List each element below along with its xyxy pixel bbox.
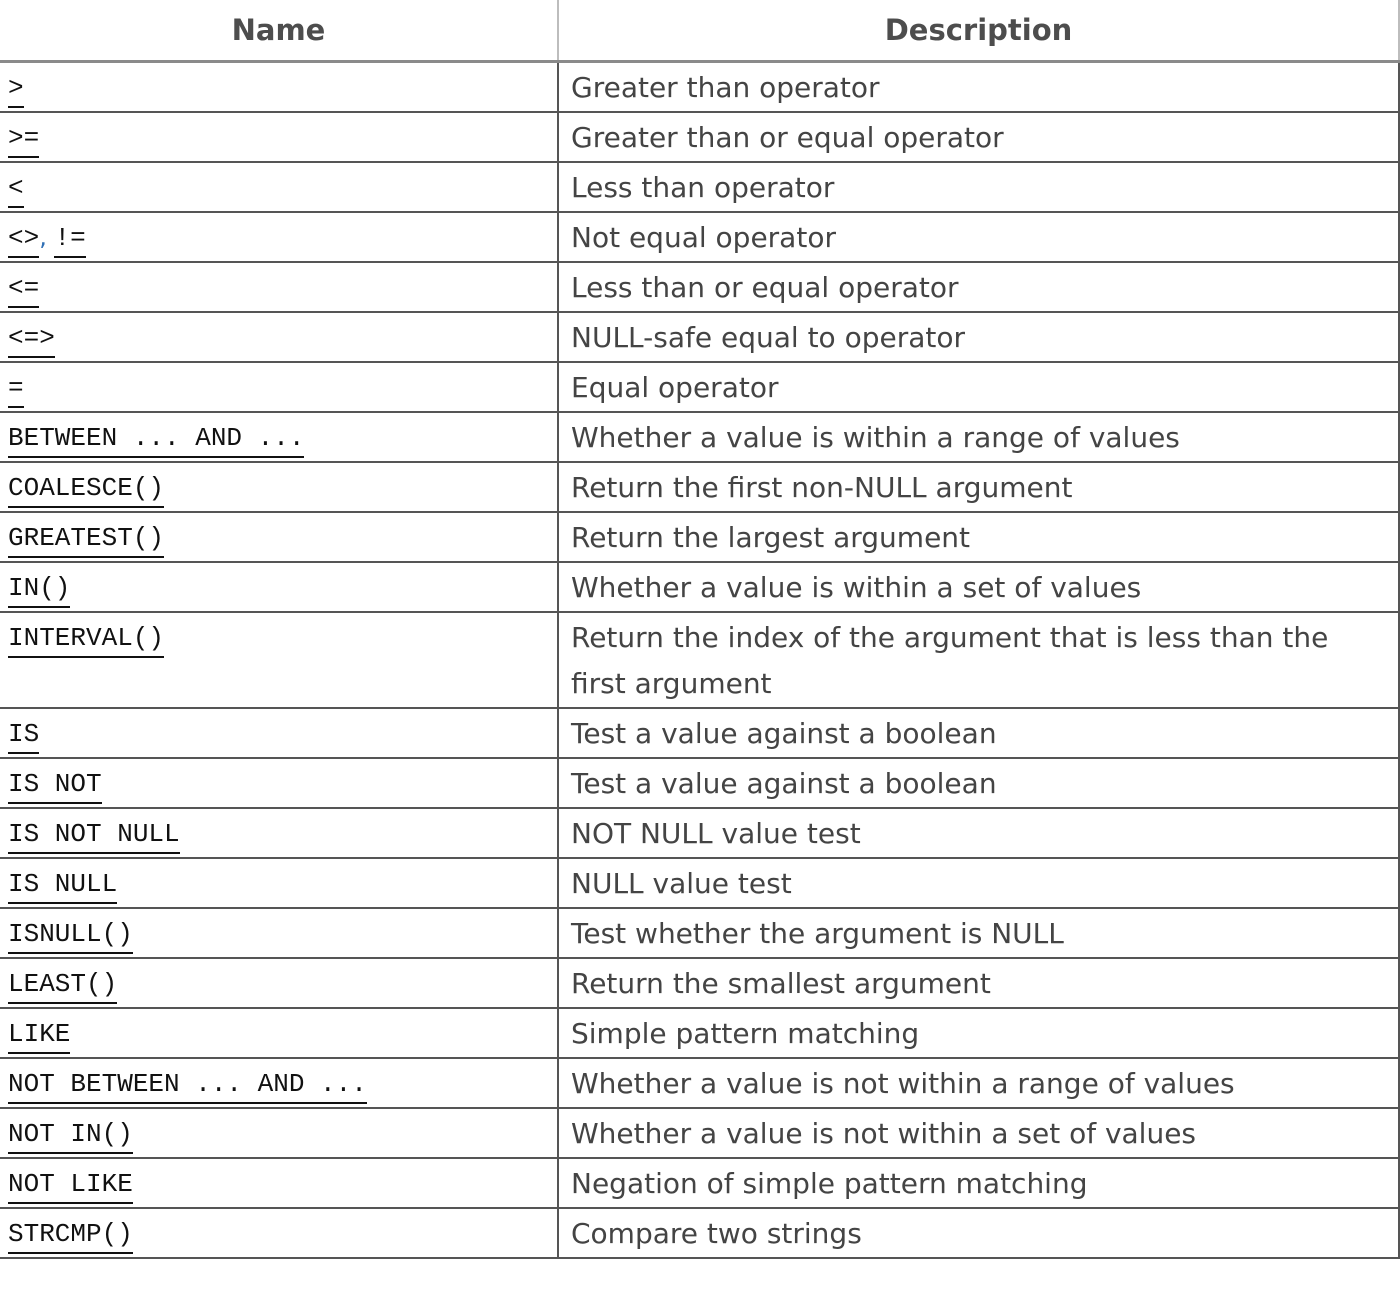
operator-name-cell [0, 562, 558, 612]
operator-name-cell [0, 1208, 558, 1258]
operator-description-cell: Whether a value is within a range of values [558, 412, 1399, 462]
operator-link[interactable]: > [8, 73, 24, 108]
table-row [0, 612, 1399, 708]
operator-name-cell [0, 758, 558, 808]
operator-name-cell [0, 1158, 558, 1208]
table-row [0, 908, 1399, 958]
table-row [0, 362, 1399, 412]
table-row [0, 1158, 1399, 1208]
table-row [0, 1058, 1399, 1108]
operator-name-cell [0, 612, 558, 708]
operator-link[interactable]: GREATEST() [8, 523, 164, 558]
table-row [0, 1208, 1399, 1258]
operator-link[interactable]: IS [8, 719, 39, 754]
table-row [0, 1108, 1399, 1158]
operator-name-cell [0, 412, 558, 462]
table-row [0, 1008, 1399, 1058]
operator-name-cell [0, 362, 558, 412]
operator-name-cell [0, 1108, 558, 1158]
operator-name-cell [0, 1008, 558, 1058]
operator-link[interactable]: BETWEEN ... AND ... [8, 423, 304, 458]
operator-name-cell [0, 512, 558, 562]
operator-description-cell: NOT NULL value test [558, 808, 1399, 858]
operator-description-cell: NULL-safe equal to operator [558, 312, 1399, 362]
operator-link[interactable]: IS NOT [8, 769, 102, 804]
operator-description-cell: Greater than operator [558, 62, 1399, 113]
operator-link[interactable]: INTERVAL() [8, 623, 164, 658]
operator-link[interactable]: STRCMP() [8, 1219, 133, 1254]
operator-description-cell: Return the smallest argument [558, 958, 1399, 1008]
operator-description-cell: Whether a value is not within a set of values [558, 1108, 1399, 1158]
operator-link[interactable]: < [8, 173, 24, 208]
operator-name-cell [0, 162, 558, 212]
name-column-header: Name [0, 0, 558, 62]
operator-link[interactable]: != [54, 223, 85, 258]
operator-name-cell [0, 62, 558, 113]
operator-name-cell [0, 312, 558, 362]
operator-description-cell: Less than operator [558, 162, 1399, 212]
operator-description-cell: Test whether the argument is NULL [558, 908, 1399, 958]
operator-description-cell: Test a value against a boolean [558, 708, 1399, 758]
operator-link[interactable]: LEAST() [8, 969, 117, 1004]
operator-description-cell: Equal operator [558, 362, 1399, 412]
table-row [0, 162, 1399, 212]
operator-link[interactable]: IS NULL [8, 869, 117, 904]
table-header [0, 0, 1399, 62]
operator-name-cell [0, 808, 558, 858]
operator-link[interactable]: <= [8, 273, 39, 308]
operator-name-cell [0, 112, 558, 162]
operator-name-cell [0, 958, 558, 1008]
table-row [0, 708, 1399, 758]
operator-description-cell: Negation of simple pattern matching [558, 1158, 1399, 1208]
operator-link[interactable]: >= [8, 123, 39, 158]
operator-link[interactable]: IN() [8, 573, 70, 608]
operator-name-cell [0, 858, 558, 908]
operator-description-cell: Less than or equal operator [558, 262, 1399, 312]
operator-name-cell [0, 708, 558, 758]
header-row [0, 0, 1399, 62]
operator-link[interactable]: NOT LIKE [8, 1169, 133, 1204]
table-row [0, 858, 1399, 908]
operator-link[interactable]: = [8, 373, 24, 408]
table-row [0, 412, 1399, 462]
table-row [0, 758, 1399, 808]
operator-description-cell: Return the first non-NULL argument [558, 462, 1399, 512]
table-row [0, 958, 1399, 1008]
operator-link[interactable]: NOT BETWEEN ... AND ... [8, 1069, 367, 1104]
operator-description-cell: Test a value against a boolean [558, 758, 1399, 808]
operator-description-cell: Whether a value is not within a range of values [558, 1058, 1399, 1108]
table-row [0, 312, 1399, 362]
operator-name-cell [0, 262, 558, 312]
operator-link[interactable]: <=> [8, 323, 55, 358]
operator-link[interactable]: ISNULL() [8, 919, 133, 954]
operator-link[interactable]: <> [8, 223, 39, 258]
operator-description-cell: Simple pattern matching [558, 1008, 1399, 1058]
description-column-header: Description [558, 0, 1399, 62]
operator-link[interactable]: LIKE [8, 1019, 70, 1054]
operator-link[interactable]: IS NOT NULL [8, 819, 180, 854]
operator-description-cell: Compare two strings [558, 1208, 1399, 1258]
operator-description-cell: Return the index of the argument that is less than the first argument [558, 612, 1399, 708]
operator-description-cell: Return the largest argument [558, 512, 1399, 562]
table-row [0, 462, 1399, 512]
operator-link[interactable]: COALESCE() [8, 473, 164, 508]
table-row [0, 262, 1399, 312]
table-row [0, 212, 1399, 262]
table-row [0, 512, 1399, 562]
operator-name-cell [0, 212, 558, 262]
operator-name-cell [0, 908, 558, 958]
operator-description-cell: Greater than or equal operator [558, 112, 1399, 162]
table-row [0, 62, 1399, 113]
table-row [0, 562, 1399, 612]
operator-description-cell: Not equal operator [558, 212, 1399, 262]
table-row [0, 112, 1399, 162]
table-body [0, 62, 1399, 1259]
name-separator: , [39, 223, 55, 251]
table-row [0, 808, 1399, 858]
operator-link[interactable]: NOT IN() [8, 1119, 133, 1154]
operator-name-cell [0, 1058, 558, 1108]
operator-description-cell: Whether a value is within a set of values [558, 562, 1399, 612]
operator-name-cell [0, 462, 558, 512]
operator-description-cell: NULL value test [558, 858, 1399, 908]
